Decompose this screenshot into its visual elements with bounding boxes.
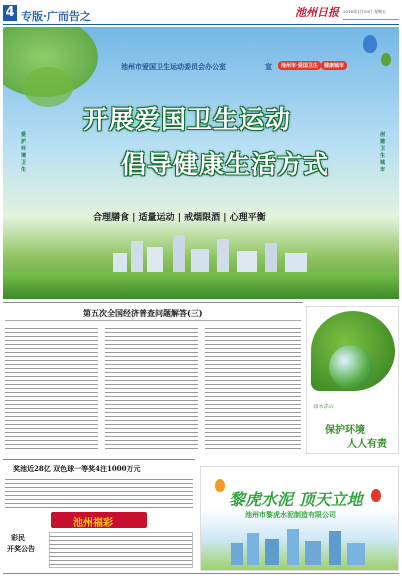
article-column-2 xyxy=(105,325,198,451)
couplet-right: 创建卫生城市 xyxy=(379,132,385,173)
lottery-section xyxy=(3,459,195,571)
balloon-icon xyxy=(381,53,391,66)
grass-strip xyxy=(3,272,399,299)
cement-ad xyxy=(200,466,399,571)
date-line: 2016年1月19日 星期五 xyxy=(343,9,387,14)
balloon-icon xyxy=(371,489,381,502)
lottery-results-table xyxy=(49,532,193,568)
couplet-left: 爱护环境卫生 xyxy=(20,132,26,173)
cement-company: 池州市黎虎水泥制造有限公司 xyxy=(245,511,336,519)
balloon-icon xyxy=(215,479,225,492)
eco-tagline-1: 保护环境 xyxy=(325,425,365,436)
cement-skyline xyxy=(231,529,381,565)
page-header xyxy=(3,3,399,25)
lottery-footer-2: 开奖公告 xyxy=(7,545,35,553)
eco-small-text: 绿水青山 xyxy=(313,404,334,410)
balloon-icon xyxy=(363,35,377,53)
eco-ad xyxy=(306,306,399,454)
page-footer-lines xyxy=(3,573,399,577)
article-title-rule xyxy=(5,320,301,321)
health-slogan: 合理膳食 | 适量运动 | 戒烟限酒 | 心理平衡 xyxy=(93,213,266,223)
cement-slogan: 黎虎水泥 顶天立地 xyxy=(229,490,363,509)
globe-icon xyxy=(329,345,373,389)
badge-left: 池州市·爱国卫生 xyxy=(278,61,321,70)
article-section xyxy=(3,302,303,454)
article-column-3 xyxy=(205,325,301,451)
section-title: 专版·广而告之 xyxy=(21,10,91,23)
lottery-text xyxy=(5,476,193,508)
health-banner xyxy=(3,27,399,299)
article-column-1 xyxy=(5,325,98,451)
lottery-title: 奖池近28亿 双色球一等奖4注1000万元 xyxy=(13,464,141,473)
city-skyline xyxy=(113,235,313,275)
org-tag: 宣 xyxy=(265,63,272,71)
article-title: 第五次全国经济普查问题解答(三) xyxy=(83,308,203,318)
lottery-brand: 池州福彩 xyxy=(73,518,113,529)
headline-line-2: 倡导健康生活方式 xyxy=(121,150,330,179)
lottery-logo xyxy=(51,512,147,528)
organization-name: 池州市爱国卫生运动委员会办公室 xyxy=(121,63,226,71)
header-meta-lines xyxy=(343,16,399,22)
masthead: 池州日报 xyxy=(295,6,339,19)
eco-tagline-2: 人人有责 xyxy=(347,439,387,450)
lottery-footer-1: 彩民 xyxy=(11,534,25,542)
tree-left-2 xyxy=(23,67,73,107)
headline-line-1: 开展爱国卫生运动 xyxy=(83,105,292,134)
page-number: 4 xyxy=(3,5,17,21)
badge-right: 健康城市 xyxy=(321,61,347,70)
